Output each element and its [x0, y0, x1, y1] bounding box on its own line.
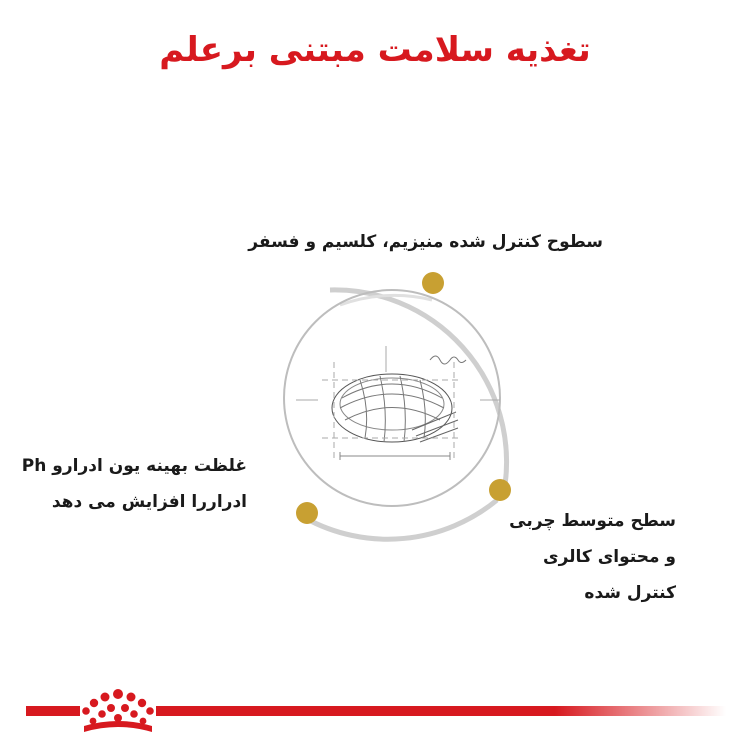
benefit-fat-calorie-line-1: سطح متوسط چربی — [509, 511, 676, 531]
page-title: تغذیه سلامت مبتنی برعلم — [159, 30, 591, 70]
benefit-fat-calorie-line-3: کنترل شده — [584, 583, 676, 603]
benefit-minerals-line: سطوح کنترل شده منیزیم، کلسیم و فسفر — [248, 232, 603, 252]
benefit-fat-calorie — [476, 503, 676, 611]
royal-canin-crown-icon — [78, 686, 158, 736]
benefit-dot-right — [489, 479, 511, 501]
benefit-urine-ph-line-2: ادراررا افزایش می دهد — [51, 492, 247, 512]
benefit-dot-top — [422, 272, 444, 294]
benefit-dot-left — [296, 502, 318, 524]
inner-ring — [284, 290, 500, 506]
brand-bar-left — [26, 706, 80, 716]
benefit-urine-ph — [7, 448, 247, 520]
benefit-minerals — [248, 224, 603, 260]
benefit-fat-calorie-line-2: و محتوای کالری — [543, 547, 676, 567]
kibble-sketch-icon — [296, 346, 500, 462]
brand-bar-right — [156, 706, 726, 716]
benefit-urine-ph-line-1: غلظت بهینه یون ادرارو Ph — [21, 456, 247, 476]
